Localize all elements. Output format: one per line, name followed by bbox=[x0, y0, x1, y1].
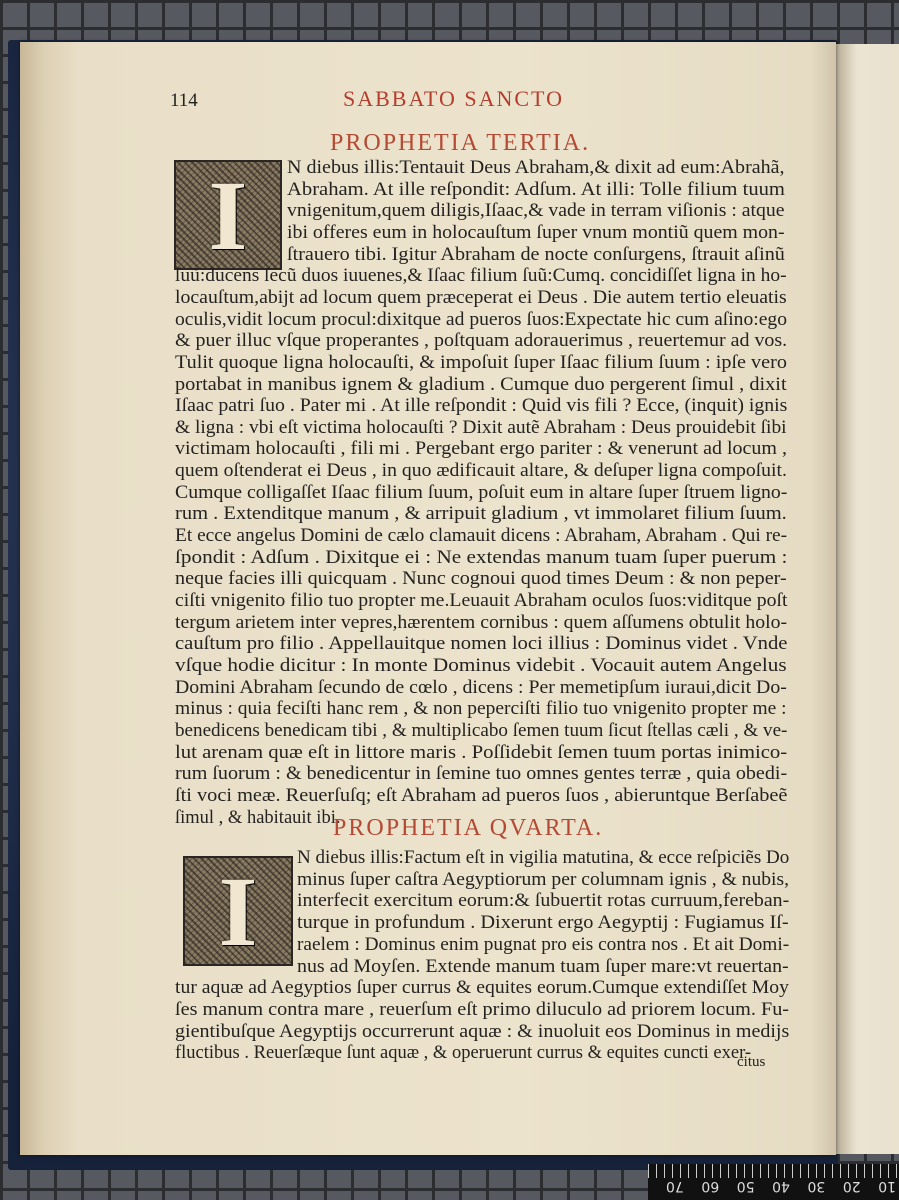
text-line: fluctibus . Reuerſæque ſunt aquæ , & operuerunt currus & equites cuncti exer- bbox=[175, 1043, 752, 1064]
text-line: turque in profundum . Dixerunt ergo Aegyptij : Fugiamus Iſ- bbox=[297, 913, 789, 934]
text-line: vſque hodie dicitur : In monte Dominus videbit . Vocauit autem Angelus bbox=[175, 655, 787, 676]
text-line: ſes manum contra mare , reuerſum eſt primo diluculo ad priorem locum. Fu- bbox=[175, 999, 790, 1020]
text-line: minus ſuper caſtra Aegyptiorum per columnam ignis , & nubis, bbox=[297, 869, 789, 890]
ruler-label: 40 bbox=[772, 1178, 790, 1194]
section-heading-tertia: PROPHETIA TERTIA. bbox=[330, 130, 591, 156]
initial-letter: I bbox=[208, 159, 248, 271]
ruler-label: 20 bbox=[842, 1178, 861, 1194]
text-line: rum ſuorum : & benedicentur in ſemine tuo omnes gentes terræ , quia obedi- bbox=[175, 764, 788, 785]
text-line: Et ecce angelus Domini de cælo clamauit dicens : Abraham, Abraham . Qui re- bbox=[175, 526, 788, 547]
text-line: interfecit exercitum eorum:& ſubuertit rotas curruum,fereban- bbox=[297, 891, 790, 912]
text-line: ſti voci meæ. Reuerſuſq; eſt Abraham ad pueros ſuos , abieruntque Berſabeẽ bbox=[175, 785, 788, 806]
text-line: nus ad Moyſen. Extende manum tuam ſuper mare:vt reuertan- bbox=[297, 956, 789, 977]
text-line: N diebus illis:Tentauit Deus Abraham,& dixit ad eum:Abrahã, bbox=[287, 158, 785, 178]
initial-letter: I bbox=[218, 855, 258, 967]
ruler-labels bbox=[666, 1178, 896, 1194]
text-line: minus : quia feciſti hanc rem , & non peperciſti filio tuo vnigenito propter me : bbox=[175, 699, 787, 720]
text-line: oculis,vidit locum procul:dixitque ad pueros ſuos:Expectate hic cum aſino:ego bbox=[175, 309, 788, 330]
text-line: cauſtum pro filio . Appellauitque nomen loci illius : Dominus videt . Vnde bbox=[175, 634, 788, 655]
ruler-label: 70 bbox=[666, 1178, 684, 1194]
text-line: Abraham. At ille reſpondit: Adſum. At illi: Tolle filium tuum bbox=[287, 179, 785, 200]
decorated-initial-quarta bbox=[183, 856, 293, 966]
decorated-initial-tertia bbox=[174, 160, 282, 270]
text-line: benedicens benedicam tibi , & multiplicabo ſemen tuum ſicut ſtellas cæli , & ve- bbox=[175, 720, 788, 741]
text-line: & puer illuc vſque properantes , poſtquam adorauerimus , reuertemur ad vos. bbox=[175, 331, 788, 352]
text-line: locauſtum,abijt ad locum quem præceperat ei Deus . Die autem tertio eleuatis bbox=[175, 287, 787, 308]
text-line: ſimul , & habitauit ibi. bbox=[175, 807, 341, 828]
text-line: portabat in manibus ignem & gladium . Cumque duo pergerent ſimul , dixit bbox=[175, 374, 787, 395]
text-line: ſtrauero tibi. Igitur Abraham de nocte conſurgens, ſtrauit aſinũ bbox=[287, 244, 785, 265]
text-line: tergum arietem inter vepres,hærentem cornibus : quem aſſumens obtulit holo- bbox=[175, 612, 788, 633]
page-number: 114 bbox=[170, 90, 198, 111]
catchword: citus bbox=[737, 1054, 766, 1070]
scale-ruler bbox=[648, 1164, 899, 1200]
text-line: neque facies illi quicquam . Nunc cognoui quod times Deum : & non peper- bbox=[175, 569, 787, 590]
text-line: raelem : Dominus enim pugnat pro eis contra nos . Et ait Domi- bbox=[297, 934, 790, 955]
text-line: Iſaac patri ſuo . Pater mi . At ille reſpondit : Quid vis fili ? Ecce, (inquit) ignis bbox=[175, 396, 788, 417]
text-line: gientibuſque Aegyptijs occurrerunt aquæ : & inuoluit eos Dominus in medijs bbox=[175, 1021, 790, 1042]
text-line: quem oſtenderat ei Deus , in quo ædificauit altare, & deſuper ligna compoſuit. bbox=[175, 461, 787, 482]
ruler-label: 30 bbox=[807, 1178, 826, 1194]
section-heading-quarta: PROPHETIA QVARTA. bbox=[333, 815, 604, 841]
text-line: N diebus illis:Factum eſt in vigilia matutina, & ecce reſpiciẽs Do bbox=[297, 848, 790, 868]
text-line: ſuũ:ducens ſecũ duos iuuenes,& Iſaac filium ſuũ:Cumq. concidiſſet ligna in ho- bbox=[175, 266, 787, 287]
facing-page-edge bbox=[836, 44, 899, 1154]
text-line: ciſti vnigenito filio tuo propter me.Leuauit Abraham oculos ſuos:viditque poſt bbox=[175, 591, 788, 611]
text-line: ſpondit : Adſum . Dixitque ei : Ne extendas manum tuam ſuper puerum : bbox=[175, 547, 788, 568]
text-line: rum . Extenditque manum , & arripuit gladium , vt immolaret filium ſuum. bbox=[175, 504, 787, 525]
text-line: ibi offeres eum in holocauſtum ſuper vnum montiũ quem mon- bbox=[287, 222, 785, 243]
text-line: tur aquæ ad Aegyptios ſuper currus & equites eorum.Cumque extendiſſet Moy bbox=[175, 978, 789, 999]
ruler-ticks bbox=[648, 1164, 899, 1178]
text-line: Cumque colligaſſet Iſaac filium ſuum, poſuit eum in altare ſuper ſtruem ligno- bbox=[175, 482, 788, 503]
text-line: lut arenam quæ eſt in littore maris . Poſſidebit ſemen tuum portas inimico- bbox=[175, 742, 788, 763]
text-line: Tulit quoque ligna holocauſti, & impoſuit ſuper Iſaac filium ſuum : ipſe vero bbox=[175, 352, 787, 373]
text-line: vnigenitum,quem diligis,Iſaac,& vade in terram viſionis : atque bbox=[287, 201, 785, 222]
text-line: & ligna : vbi eſt victima holocauſti ? Dixit autẽ Abraham : Deus prouidebit ſibi bbox=[175, 417, 787, 438]
ruler-label: 50 bbox=[736, 1178, 755, 1194]
text-line: Domini Abraham ſecundo de cœlo , dicens : Per memetipſum iuraui,dicit Do- bbox=[175, 677, 787, 698]
text-line: victimam holocauſti , fili mi . Pergebant ergo pariter : & venerunt ad locum , bbox=[175, 439, 787, 460]
ruler-label: 60 bbox=[701, 1178, 720, 1194]
running-head: SABBATO SANCTO bbox=[343, 86, 564, 111]
ruler-label: 10 bbox=[878, 1178, 896, 1194]
